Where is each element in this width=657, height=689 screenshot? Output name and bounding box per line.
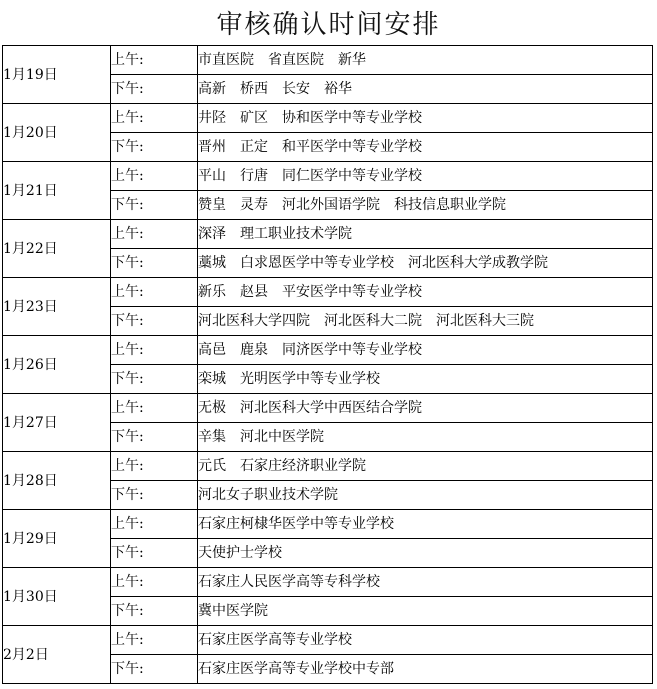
afternoon-label: 下午: [111, 423, 198, 452]
morning-units: 井陉 矿区 协和医学中等专业学校 [198, 104, 653, 133]
table-row [3, 46, 653, 75]
morning-label: 上午: [111, 394, 198, 423]
table-row [3, 626, 653, 655]
afternoon-units: 河北女子职业技术学院 [198, 481, 653, 510]
morning-label: 上午: [111, 162, 198, 191]
table-row [3, 394, 653, 423]
afternoon-units: 石家庄医学高等专业学校中专部 [198, 655, 653, 684]
afternoon-units: 高新 桥西 长安 裕华 [198, 75, 653, 104]
schedule-table [2, 45, 653, 684]
date-cell: 1月30日 [3, 568, 111, 626]
date-cell: 2月2日 [3, 626, 111, 684]
afternoon-units: 栾城 光明医学中等专业学校 [198, 365, 653, 394]
morning-label: 上午: [111, 278, 198, 307]
table-row [3, 568, 653, 597]
morning-units: 石家庄人民医学高等专科学校 [198, 568, 653, 597]
afternoon-units: 河北医科大学四院 河北医科大二院 河北医科大三院 [198, 307, 653, 336]
date-cell: 1月27日 [3, 394, 111, 452]
afternoon-units: 天使护士学校 [198, 539, 653, 568]
morning-units: 无极 河北医科大学中西医结合学院 [198, 394, 653, 423]
morning-label: 上午: [111, 452, 198, 481]
morning-units: 高邑 鹿泉 同济医学中等专业学校 [198, 336, 653, 365]
date-cell: 1月21日 [3, 162, 111, 220]
morning-label: 上午: [111, 568, 198, 597]
afternoon-label: 下午: [111, 539, 198, 568]
date-cell: 1月19日 [3, 46, 111, 104]
afternoon-units: 辛集 河北中医学院 [198, 423, 653, 452]
afternoon-label: 下午: [111, 365, 198, 394]
table-row [3, 510, 653, 539]
morning-units: 石家庄医学高等专业学校 [198, 626, 653, 655]
morning-label: 上午: [111, 336, 198, 365]
date-cell: 1月20日 [3, 104, 111, 162]
table-row [3, 162, 653, 191]
afternoon-label: 下午: [111, 249, 198, 278]
table-row [3, 336, 653, 365]
afternoon-units: 赞皇 灵寿 河北外国语学院 科技信息职业学院 [198, 191, 653, 220]
morning-units: 石家庄柯棣华医学中等专业学校 [198, 510, 653, 539]
table-row [3, 104, 653, 133]
schedule-table-body [3, 46, 653, 684]
afternoon-label: 下午: [111, 191, 198, 220]
date-cell: 1月29日 [3, 510, 111, 568]
morning-label: 上午: [111, 220, 198, 249]
date-cell: 1月26日 [3, 336, 111, 394]
table-row [3, 220, 653, 249]
morning-units: 新乐 赵县 平安医学中等专业学校 [198, 278, 653, 307]
afternoon-label: 下午: [111, 133, 198, 162]
morning-units: 元氏 石家庄经济职业学院 [198, 452, 653, 481]
afternoon-label: 下午: [111, 307, 198, 336]
afternoon-units: 冀中医学院 [198, 597, 653, 626]
morning-label: 上午: [111, 46, 198, 75]
morning-units: 市直医院 省直医院 新华 [198, 46, 653, 75]
afternoon-label: 下午: [111, 597, 198, 626]
afternoon-units: 晋州 正定 和平医学中等专业学校 [198, 133, 653, 162]
date-cell: 1月23日 [3, 278, 111, 336]
afternoon-units: 藁城 白求恩医学中等专业学校 河北医科大学成教学院 [198, 249, 653, 278]
date-cell: 1月28日 [3, 452, 111, 510]
page-title: 审核确认时间安排 [216, 10, 441, 40]
afternoon-label: 下午: [111, 75, 198, 104]
afternoon-label: 下午: [111, 655, 198, 684]
morning-units: 平山 行唐 同仁医学中等专业学校 [198, 162, 653, 191]
morning-label: 上午: [111, 510, 198, 539]
date-cell: 1月22日 [3, 220, 111, 278]
morning-units: 深泽 理工职业技术学院 [198, 220, 653, 249]
table-row [3, 278, 653, 307]
afternoon-label: 下午: [111, 481, 198, 510]
morning-label: 上午: [111, 104, 198, 133]
table-row [3, 452, 653, 481]
morning-label: 上午: [111, 626, 198, 655]
